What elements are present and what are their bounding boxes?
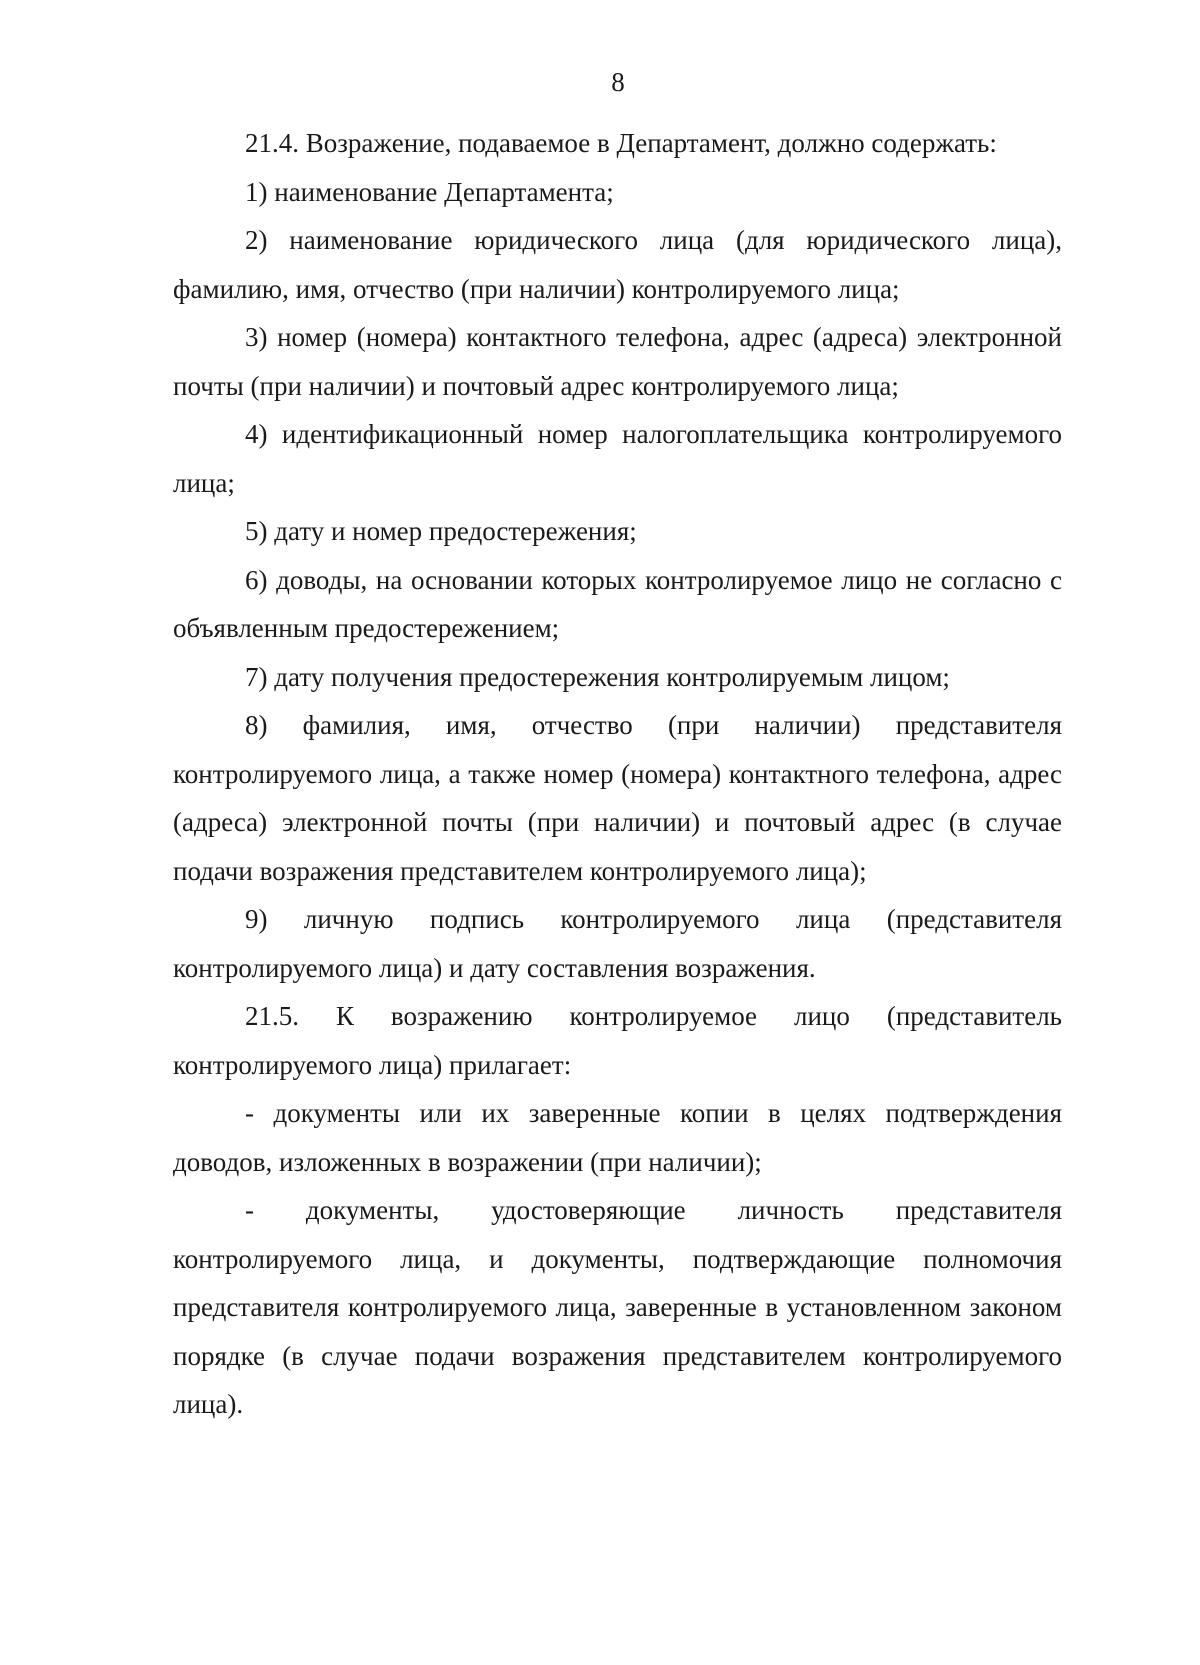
attachment-item-1: - документы или их заверенные копии в целях подтверждения доводов, изложенных в возражении (при наличии); [173, 1098, 1062, 1177]
paragraph-21-5: 21.5. К возражению контролируемое лицо (представитель контролируемого лица) прилагает: [173, 1001, 1062, 1080]
list-item-9: 9) личную подпись контролируемого лица (представителя контролируемого лица) и дату составления возражения. [173, 904, 1062, 983]
attachment-item-2: - документы, удостоверяющие личность представителя контролируемого лица, и документы, подтверждающие полномочия представителя контролируемого лица, заверенные в установленном законом порядке (в случае подачи возражения представителем контролируемого лица). [173, 1195, 1062, 1419]
list-item-6: 6) доводы, на основании которых контролируемое лицо не согласно с объявленным предостережением; [173, 564, 1062, 643]
list-item-2: 2) наименование юридического лица (для юридического лица), фамилию, имя, отчество (при наличии) контролируемого лица; [173, 225, 1062, 304]
list-item-5: 5) дату и номер предостережения; [245, 516, 637, 546]
list-item-8: 8) фамилия, имя, отчество (при наличии) представителя контролируемого лица, а также номер (номера) контактного телефона, адрес (адреса) электронной почты (при наличии) и почтовый адрес (в случае подачи возражения представителем контролируемого лица); [173, 710, 1062, 886]
list-item-3: 3) номер (номера) контактного телефона, адрес (адреса) электронной почты (при наличии) и почтовый адрес контролируемого лица; [173, 322, 1062, 401]
document-body [173, 119, 1062, 1429]
page-number: 8 [611, 67, 625, 97]
paragraph-21-4: 21.4. Возражение, подаваемое в Департамент, должно содержать: [245, 128, 997, 158]
list-item-4: 4) идентификационный номер налогоплательщика контролируемого лица; [173, 419, 1062, 498]
list-item-1: 1) наименование Департамента; [245, 176, 614, 207]
list-item-7: 7) дату получения предостережения контролируемым лицом; [245, 661, 950, 692]
